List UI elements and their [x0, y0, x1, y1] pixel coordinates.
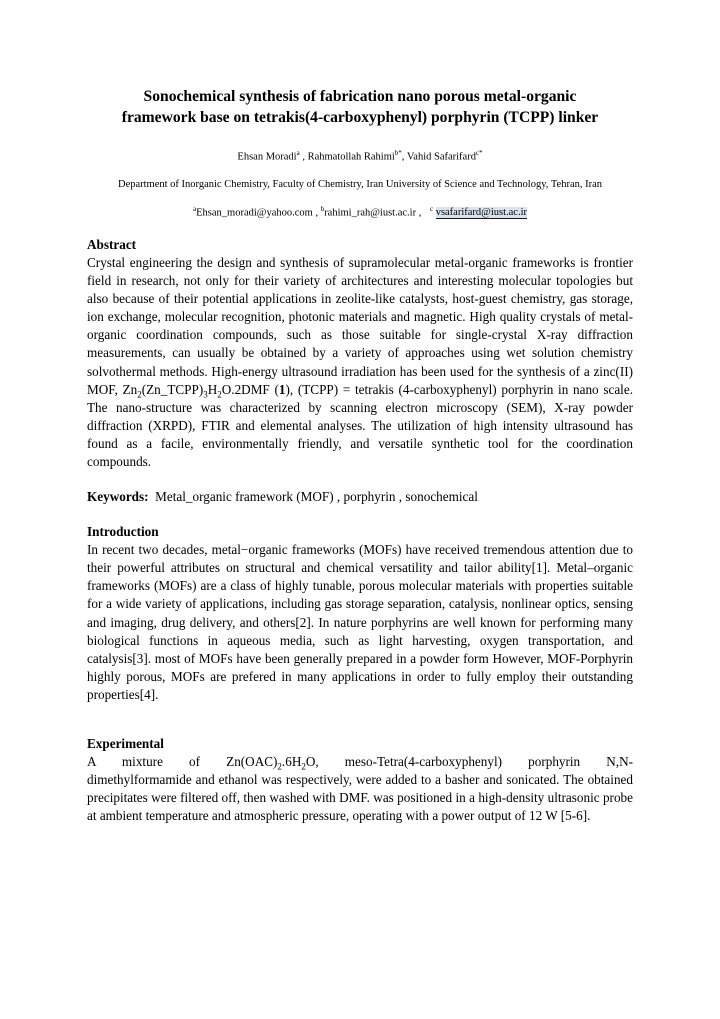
- title-line-1: Sonochemical synthesis of fabrication nano porous metal-organic: [143, 88, 577, 105]
- compound-number: 1: [278, 381, 286, 397]
- experimental-first-line: [87, 753, 633, 771]
- paper-title: [87, 86, 633, 128]
- introduction-text: In recent two decades, metal−organic frameworks (MOFs) have received tremendous attention due to their powerful attributes on structural and chemical versatility and tailor ability[1]. Metal–organic frameworks (MOFs) are a class of highly tunable, porous molecular materials with properties suitable for a wide variety of applications, including gas storage separation, catalysis, nonlinear optics, sensing and imaging, drug delivery, and others[2]. In nature porphyrins are well known for performing many biological functions in aqueous media, such as light harvesting, oxygen transportation, and catalysis[3]. most of MOFs have been generally prepared in a powder form However, MOF-Porphyrin highly porous, MOFs are prefered in many applications in order to fully employ their outstanding properties[4].: [87, 542, 633, 702]
- abstract-text: [87, 254, 633, 471]
- email-address-highlighted[interactable]: vsafarifard@iust.ac.ir: [435, 207, 527, 218]
- abstract-text-part: (TCPP) = tetrakis (4-carboxyphenyl) porphyrin in nano scale. The nano-structure was characterized by scanning electron microscopy (SEM), X-ray powder diffraction (XRPD), FTIR and elemental analyses. The utilization of high intensity ultrasound has found as a facile, environmentally friendly, and versatile synthetic tool for the coordination compounds.: [87, 381, 633, 470]
- author-superscript: a: [296, 149, 300, 157]
- experimental-text-part: O, meso-Tetra(4-carboxyphenyl) porphyrin N,N-: [305, 753, 634, 769]
- formula-subscript: 2: [301, 761, 306, 772]
- formula-subscript: 2: [277, 761, 282, 772]
- formula-part: (Zn_TCPP): [141, 381, 204, 397]
- title-line-2: framework base on tetrakis(4-carboxyphenyl) porphyrin (TCPP) linker: [121, 109, 599, 126]
- email-superscript: b: [320, 204, 325, 213]
- email-list: $^a$Ehsan_moradi@yahoo.com , $^b$rahimi_rah@iust.ac.ir , $^c$ vsafarifard@iust.ac.ir: [193, 204, 527, 218]
- experimental-text-part: A mixture of Zn(OAC): [87, 753, 278, 769]
- mof-formula: [122, 381, 294, 400]
- paper-page: [87, 86, 633, 825]
- email-address[interactable]: Ehsan_moradi@yahoo.com: [196, 207, 313, 218]
- author-superscript: b*: [394, 149, 402, 157]
- experimental-text: dimethylformamide and ethanol was respectively, were added to a basher and sonicated. The obtained precipitates were filtered off, then washed with DMF. was positioned in a high-density ultrasonic probe at ambient temperature and atmospheric pressure, operating with a power output of 12 W [5-6].: [87, 772, 633, 824]
- author-name: Ehsan Moradi: [237, 151, 297, 163]
- author-list: Ehsan Moradi$^a$ , Rahmatollah Rahimi$^{b*}$, Vahid Safarifard$^{c*}$: [237, 149, 483, 163]
- experimental-text-part: .6H: [281, 753, 302, 769]
- affiliation: Department of Inorganic Chemistry, Faculty of Chemistry, Iran University of Science and Technology, Tehran, Iran: [117, 178, 603, 190]
- author-superscript: c*: [475, 149, 483, 157]
- experimental-heading: Experimental: [87, 735, 164, 751]
- email-superscript: a: [193, 204, 197, 213]
- author-name: Vahid Safarifard: [406, 151, 476, 163]
- formula-part: ),: [285, 381, 294, 397]
- formula-part: H: [207, 381, 218, 397]
- email-address[interactable]: rahimi_rah@iust.ac.ir: [324, 207, 417, 218]
- formula-subscript: 2: [217, 389, 222, 400]
- introduction-heading: Introduction: [87, 524, 159, 540]
- keywords-label: Keywords:: [87, 489, 149, 505]
- keywords-text: Metal_organic framework (MOF) , porphyrin , sonochemical: [155, 489, 478, 505]
- formula-part: Zn: [122, 381, 138, 397]
- formula-subscript: 2: [137, 389, 142, 400]
- author-name: Rahmatollah Rahimi: [307, 151, 395, 163]
- abstract-text-part: Crystal engineering the design and synthesis of supramolecular metal-organic frameworks is frontier field in research, not only for their variety of architectures and interesting molecular topologies but also because of their potential applications in zeolite-like catalysts, host-guest chemistry, gas storage, ion exchange, molecular recognition, photonic materials and magnetic. High quality crystals of metal-organic coordination compounds, such as those suitable for single-crystal X-ray diffraction measurements, can usually be obtained by a variety of approaches using wet solution chemistry solvothermal methods. High-energy ultrasound irradiation has been used for the synthesis of a zinc(II) MOF,: [87, 255, 633, 397]
- abstract-heading: Abstract: [87, 237, 137, 252]
- formula-part: O.2DMF (: [221, 381, 279, 397]
- keywords: [87, 488, 633, 506]
- formula-subscript: 3: [203, 389, 208, 400]
- email-superscript: c: [429, 204, 434, 213]
